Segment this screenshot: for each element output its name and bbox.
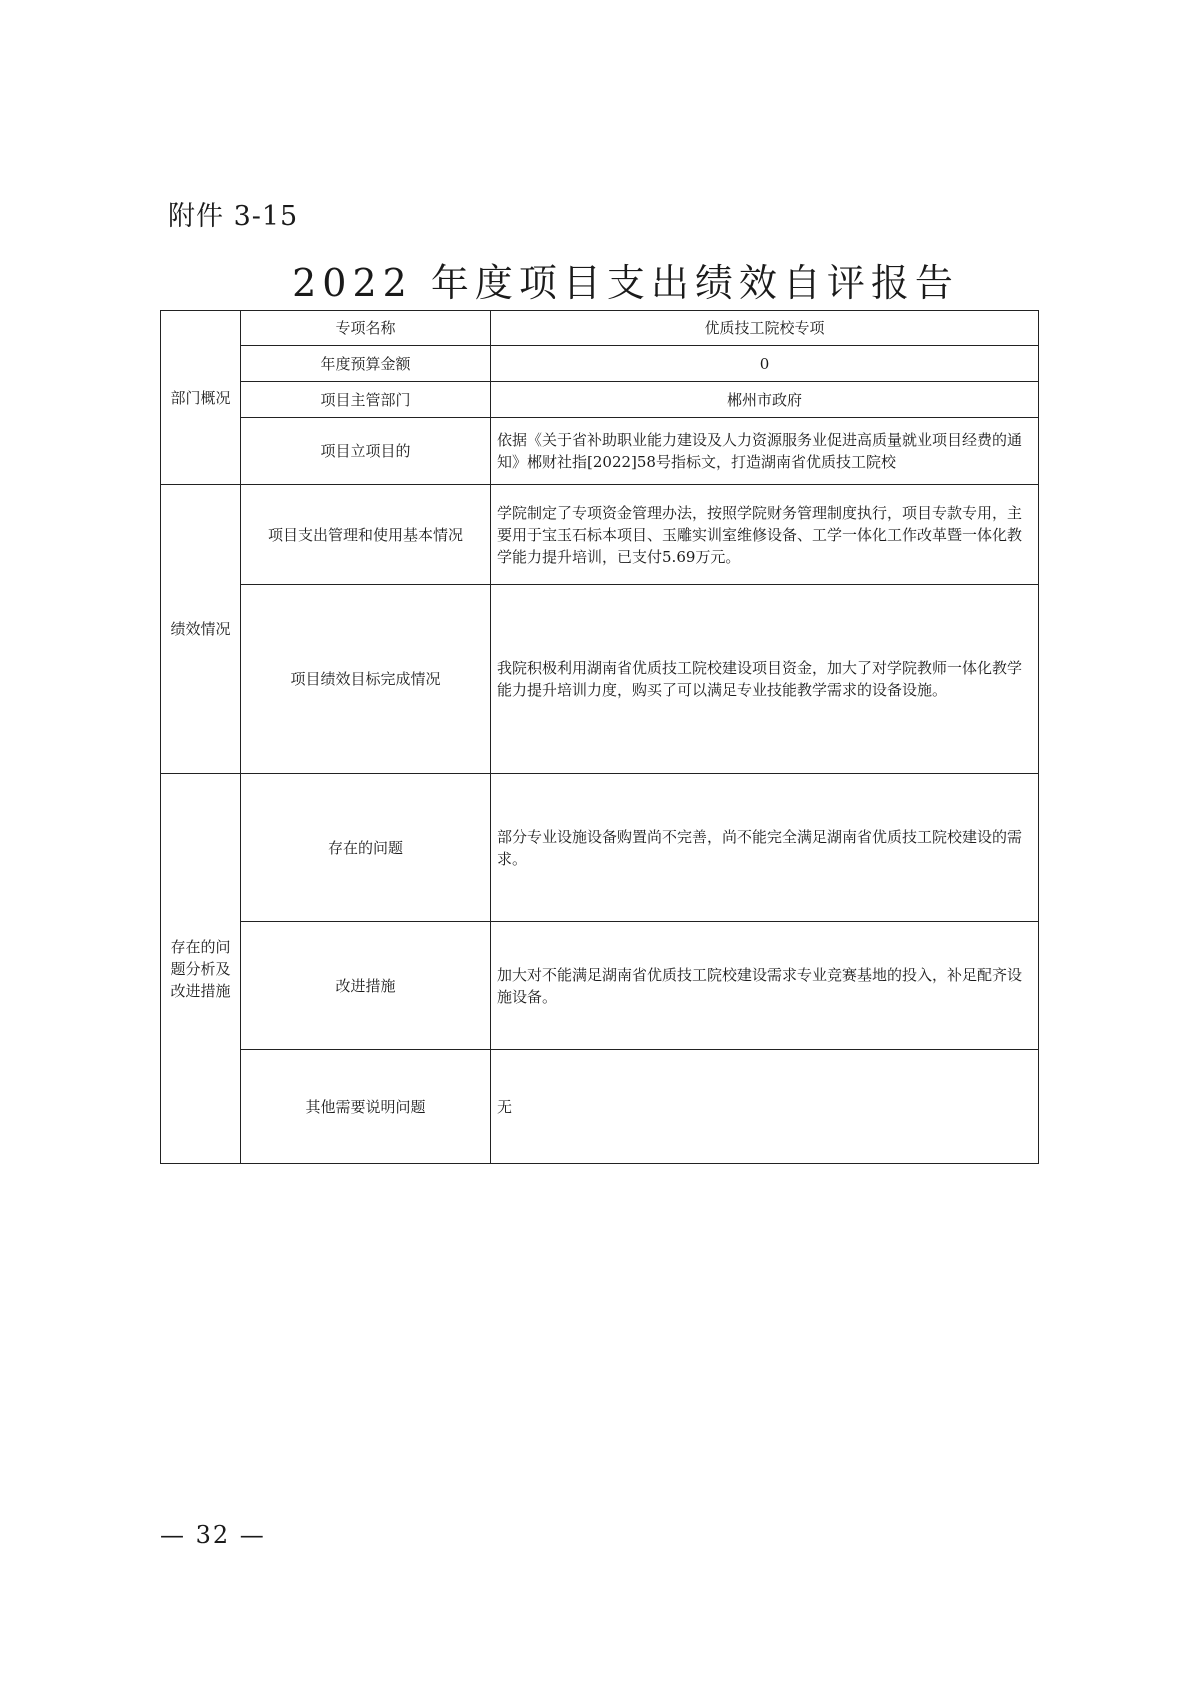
table-row [161,585,1039,774]
row-label: 其他需要说明问题 [241,1050,491,1164]
table-row [161,382,1039,418]
row-label: 项目主管部门 [241,382,491,418]
section-dept: 部门概况 [161,311,241,485]
page-number: — 32 — [160,1521,266,1549]
row-label: 项目立项目的 [241,418,491,485]
section-performance: 绩效情况 [161,485,241,774]
row-value: 依据《关于省补助职业能力建设及人力资源服务业促进高质量就业项目经费的通知》郴财社指[2022]58号指标文，打造湖南省优质技工院校 [491,418,1039,485]
row-value: 部分专业设施设备购置尚不完善，尚不能完全满足湖南省优质技工院校建设的需求。 [491,774,1039,922]
row-value: 加大对不能满足湖南省优质技工院校建设需求专业竞赛基地的投入，补足配齐设施设备。 [491,922,1039,1050]
attachment-label: 附件 3-15 [168,201,299,232]
table-row [161,922,1039,1050]
row-label: 存在的问题 [241,774,491,922]
row-value: 无 [491,1050,1039,1164]
row-value: 学院制定了专项资金管理办法，按照学院财务管理制度执行，项目专款专用，主要用于宝玉石标本项目、玉雕实训室维修设备、工学一体化工作改革暨一体化教学能力提升培训，已支付5.69万元。 [491,485,1039,585]
table-row [161,346,1039,382]
report-table [160,310,1039,1164]
row-value: 郴州市政府 [491,382,1039,418]
row-label: 改进措施 [241,922,491,1050]
table-row [161,1050,1039,1164]
row-label: 年度预算金额 [241,346,491,382]
table-row [161,485,1039,585]
row-label: 专项名称 [241,311,491,346]
page-title: 2022 年度项目支出绩效自评报告 [292,261,959,305]
row-label: 项目支出管理和使用基本情况 [241,485,491,585]
row-value: 0 [491,346,1039,382]
section-issues: 存在的问题分析及改进措施 [161,774,241,1164]
row-value: 我院积极利用湖南省优质技工院校建设项目资金，加大了对学院教师一体化教学能力提升培训力度，购买了可以满足专业技能教学需求的设备设施。 [491,585,1039,774]
row-value: 优质技工院校专项 [491,311,1039,346]
row-label: 项目绩效目标完成情况 [241,585,491,774]
table-row [161,418,1039,485]
table-row [161,311,1039,346]
table-row [161,774,1039,922]
